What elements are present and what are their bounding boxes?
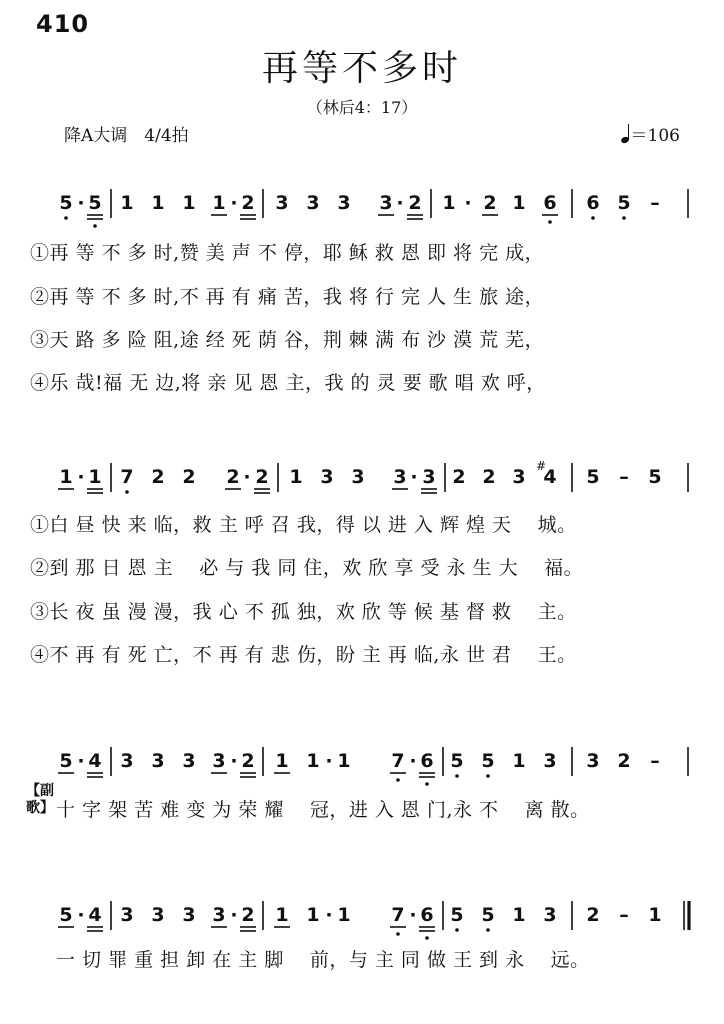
note: 5	[88, 192, 102, 214]
note: 3	[422, 466, 436, 488]
lyric-line: ③长 夜 虽 漫 漫，我 心 不 孤 独，欢 欣 等 候 基 督 救 主。	[30, 601, 577, 623]
note: 1	[442, 192, 456, 214]
low-octave-dot	[93, 224, 97, 228]
note: 2	[151, 466, 165, 488]
note: 2	[408, 192, 422, 214]
augmentation-dot: ·	[409, 750, 417, 772]
note: 1	[512, 750, 526, 772]
note: 6	[420, 904, 434, 926]
low-octave-dot	[486, 928, 490, 932]
dash: –	[650, 750, 660, 772]
note: 6	[543, 192, 557, 214]
note: 2	[241, 750, 255, 772]
chorus-label: 【副歌】	[26, 783, 54, 816]
augmentation-dot: ·	[243, 466, 251, 488]
note: 2	[182, 466, 196, 488]
note: 3	[379, 192, 393, 214]
lyric-line: 十 字 架 苦 难 变 为 荣 耀 冠，进 入 恩 门,永 不 离 散。	[56, 799, 590, 821]
note: 2	[241, 904, 255, 926]
note: 5	[59, 750, 73, 772]
note: 1	[151, 192, 165, 214]
note: 1	[212, 192, 226, 214]
note: 2	[226, 466, 240, 488]
note: 3	[120, 750, 134, 772]
note: 3	[212, 904, 226, 926]
note: 7	[391, 904, 405, 926]
key-signature: 降A大调 4/4拍	[64, 126, 189, 146]
notation-row-3	[0, 740, 724, 790]
note: 4	[88, 750, 102, 772]
note: 3	[586, 750, 600, 772]
augmentation-dot: ·	[230, 750, 238, 772]
note: 3	[182, 904, 196, 926]
note: 2	[452, 466, 466, 488]
note: 3	[275, 192, 289, 214]
notation-row-2	[0, 456, 724, 506]
lyric-line: ②再 等 不 多 时,不 再 有 痛 苦，我 将 行 完 人 生 旅 途，	[30, 286, 545, 308]
dash: –	[619, 466, 629, 488]
note: 3	[393, 466, 407, 488]
note: 7	[391, 750, 405, 772]
low-octave-dot	[622, 216, 626, 220]
augmentation-dot: ·	[410, 466, 418, 488]
notation-svg	[0, 740, 724, 790]
dash: –	[619, 904, 629, 926]
note: 3	[151, 904, 165, 926]
low-octave-dot	[64, 216, 68, 220]
notation-svg	[0, 182, 724, 232]
lyric-line: 一 切 罪 重 担 卸 在 主 脚 前，与 主 同 做 王 到 永 远。	[56, 949, 590, 971]
augmentation-dot: ·	[77, 466, 85, 488]
note: 2	[617, 750, 631, 772]
notation-row-4	[0, 894, 724, 944]
note: 1	[512, 192, 526, 214]
note: 1	[648, 904, 662, 926]
augmentation-dot: ·	[230, 904, 238, 926]
sharp-sign: #	[535, 459, 547, 473]
note: 3	[120, 904, 134, 926]
augmentation-dot: ·	[396, 192, 404, 214]
low-octave-dot	[591, 216, 595, 220]
augmentation-dot: ·	[77, 904, 85, 926]
low-octave-dot	[548, 220, 552, 224]
tempo-value: ＝106	[630, 126, 680, 146]
lyric-line: ①再 等 不 多 时,赞 美 声 不 停，耶 稣 救 恩 即 将 完 成，	[30, 242, 545, 264]
dash: –	[650, 192, 660, 214]
lyric-line: ②到 那 日 恩 主 必 与 我 同 住，欢 欣 享 受 永 生 大 福。	[30, 557, 584, 579]
page-title: 再等不多时	[261, 48, 462, 89]
note: 3	[182, 750, 196, 772]
notation-svg	[0, 894, 724, 944]
note: 3	[320, 466, 334, 488]
note: 5	[450, 750, 464, 772]
note: 1	[275, 750, 289, 772]
lyric-line: ①白 昼 快 来 临，救 主 呼 召 我，得 以 进 入 辉 煌 天 城。	[30, 514, 577, 536]
note: 3	[151, 750, 165, 772]
note: 4	[88, 904, 102, 926]
augmentation-dot: ·	[325, 750, 333, 772]
note: 1	[275, 904, 289, 926]
notation-row-1	[0, 182, 724, 232]
note: 5	[59, 192, 73, 214]
note: 6	[586, 192, 600, 214]
note: 1	[289, 466, 303, 488]
low-octave-dot	[425, 782, 429, 786]
note: 4	[543, 466, 557, 488]
note: 3	[212, 750, 226, 772]
low-octave-dot	[396, 932, 400, 936]
note: 3	[306, 192, 320, 214]
note: 2	[483, 192, 497, 214]
note: 1	[306, 750, 320, 772]
notation-svg	[0, 456, 724, 506]
lyric-line: ④不 再 有 死 亡，不 再 有 悲 伤，盼 主 再 临,永 世 君 王。	[30, 644, 577, 666]
note: 5	[648, 466, 662, 488]
low-octave-dot	[455, 774, 459, 778]
note: 5	[586, 466, 600, 488]
note: 3	[351, 466, 365, 488]
note: 1	[120, 192, 134, 214]
low-octave-dot	[425, 936, 429, 940]
quarter-note-icon	[621, 125, 631, 143]
note: 1	[88, 466, 102, 488]
note: 5	[481, 904, 495, 926]
tempo-marking	[621, 121, 680, 146]
scripture-reference: （林后4：17）	[306, 98, 418, 117]
note: 2	[255, 466, 269, 488]
note: 1	[337, 750, 351, 772]
note: 3	[512, 466, 526, 488]
note: 1	[512, 904, 526, 926]
note: 1	[182, 192, 196, 214]
low-octave-dot	[396, 778, 400, 782]
augmentation-dot: ·	[325, 904, 333, 926]
low-octave-dot	[125, 490, 129, 494]
note: 1	[306, 904, 320, 926]
note: 5	[617, 192, 631, 214]
augmentation-dot: ·	[77, 750, 85, 772]
note: 1	[59, 466, 73, 488]
augmentation-dot: ·	[409, 904, 417, 926]
note: 5	[59, 904, 73, 926]
augmentation-dot: ·	[230, 192, 238, 214]
augmentation-dot: ·	[464, 192, 472, 214]
note: 2	[586, 904, 600, 926]
note: 5	[450, 904, 464, 926]
note: 2	[241, 192, 255, 214]
lyric-line: ③天 路 多 险 阻,途 经 死 荫 谷，荆 棘 满 布 沙 漠 荒 芜，	[30, 329, 545, 351]
note: 1	[337, 904, 351, 926]
lyric-line: ④乐 哉!福 无 边,将 亲 见 恩 主，我 的 灵 要 歌 唱 欢 呼，	[30, 372, 546, 394]
hymn-number: 410	[36, 10, 90, 38]
note: 3	[543, 904, 557, 926]
note: 6	[420, 750, 434, 772]
low-octave-dot	[486, 774, 490, 778]
note: 7	[120, 466, 134, 488]
low-octave-dot	[455, 928, 459, 932]
note: 5	[481, 750, 495, 772]
augmentation-dot: ·	[77, 192, 85, 214]
note: 3	[543, 750, 557, 772]
note: 3	[337, 192, 351, 214]
note: 2	[482, 466, 496, 488]
